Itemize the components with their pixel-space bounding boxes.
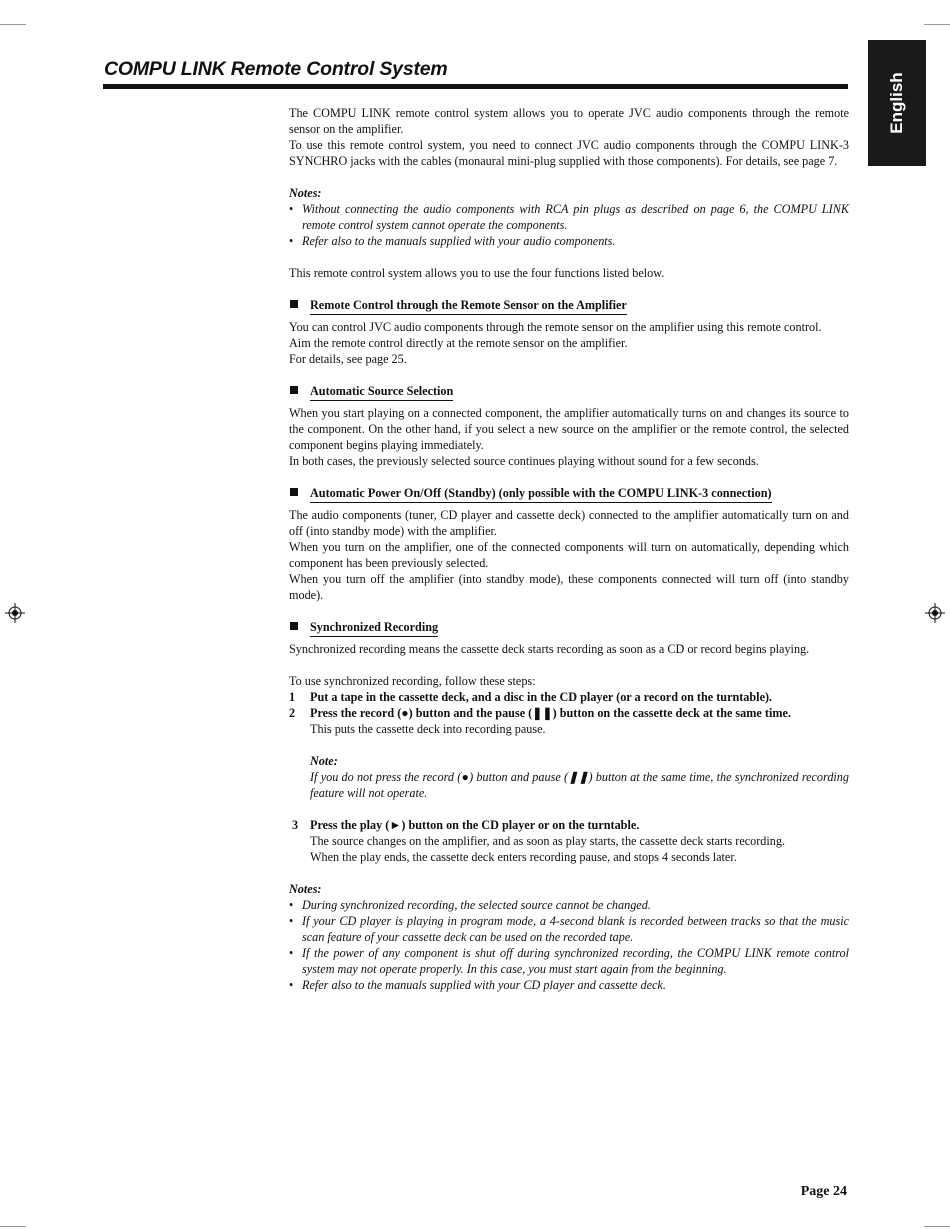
note-text: If the power of any component is shut off during synchronized recording, the COMPU LINK remote control system may not operate properly. In this case, you must start again from the beginning. — [302, 946, 849, 976]
step-detail: The source changes on the amplifier, and as soon as play starts, the cassette deck starts recording. — [310, 834, 786, 848]
crop-mark — [0, 24, 26, 25]
section-heading: Automatic Power On/Off (Standby) (only possible with the COMPU LINK-3 connection) — [289, 485, 849, 503]
step-item — [289, 705, 849, 737]
note-item: • Refer also to the manuals supplied with your audio components. — [289, 233, 849, 249]
crop-mark — [924, 1226, 950, 1227]
intro-paragraph: The COMPU LINK remote control system allows you to operate JVC audio components through the remote sensor on the amplifier. — [289, 106, 849, 136]
note-text: If you do not press the record (●) button and pause (❚❚) button at the same time, the synchronized recording feature will not operate. — [310, 770, 849, 800]
note-text: Without connecting the audio components with RCA pin plugs as described on page 6, the COMPU LINK remote control system cannot operate the components. — [302, 202, 849, 232]
step-text: Press the play (►) button on the CD player or on the turntable. — [310, 818, 640, 832]
title-rule — [103, 84, 848, 89]
step-number: 1 — [289, 690, 296, 704]
step-item — [289, 689, 849, 705]
section-paragraph: When you turn on the amplifier, one of the connected components will turn on automatically, depending which component has been previously selected. — [289, 540, 849, 570]
note-item: • During synchronized recording, the selected source cannot be changed. — [289, 897, 849, 913]
section-paragraph: For details, see page 25. — [289, 352, 407, 366]
note-item: • If the power of any component is shut off during synchronized recording, the COMPU LINK remote control system may not operate properly. In this case, you must start again from the beginning. — [289, 946, 849, 976]
section-heading: Synchronized Recording — [289, 619, 849, 637]
language-tab — [868, 40, 926, 166]
section-paragraph: When you start playing on a connected component, the amplifier automatically turns on and changes its source to the component. On the other hand, if you select a new source on the amplifier or the remote control, the selected component begins playing immediately. — [289, 406, 849, 452]
step-detail: This puts the cassette deck into recording pause. — [310, 722, 546, 736]
section-heading: Remote Control through the Remote Sensor on the Amplifier — [289, 297, 849, 315]
note-heading: Note: — [310, 754, 338, 768]
registration-mark-right — [925, 603, 945, 623]
section-paragraph: Aim the remote control directly at the remote sensor on the amplifier. — [289, 336, 628, 350]
language-label: English — [887, 72, 906, 134]
notes-heading: Notes: — [289, 186, 322, 200]
step-text: Put a tape in the cassette deck, and a disc in the CD player (or a record on the turntable). — [310, 690, 773, 704]
notes-heading: Notes: — [289, 882, 322, 896]
step-number: 2 — [289, 706, 296, 720]
registration-mark-left — [5, 603, 25, 623]
note-item: • If your CD player is playing in program mode, a 4-second blank is recorded between tracks so that the music scan feature of your cassette deck can be used on the recorded tape. — [289, 914, 849, 944]
note-text: Refer also to the manuals supplied with your audio components. — [302, 234, 616, 248]
section-paragraph: You can control JVC audio components through the remote sensor on the amplifier using this remote control. — [289, 320, 822, 334]
note-item: • Without connecting the audio components with RCA pin plugs as described on page 6, the COMPU LINK remote control system cannot operate the components. — [289, 202, 849, 232]
main-content — [289, 105, 849, 993]
note-text: If your CD player is playing in program mode, a 4-second blank is recorded between tracks so that the music scan feature of your cassette deck can be used on the recorded tape. — [302, 914, 849, 944]
note-item: • Refer also to the manuals supplied with your CD player and cassette deck. — [289, 977, 849, 993]
square-bullet-icon — [290, 488, 298, 496]
square-bullet-icon — [290, 386, 298, 394]
section-paragraph: When you turn off the amplifier (into standby mode), these components connected will turn off (into standby mode). — [289, 572, 849, 602]
step-text: Press the record (●) button and the pause (❚❚) button on the cassette deck at the same time. — [310, 706, 791, 720]
section-heading: Automatic Source Selection — [289, 383, 849, 401]
page-number: Page 24 — [800, 1184, 847, 1199]
step-detail: When the play ends, the cassette deck enters recording pause, and stops 4 seconds later. — [310, 850, 737, 864]
functions-intro: This remote control system allows you to use the four functions listed below. — [289, 266, 665, 280]
section-paragraph: The audio components (tuner, CD player and cassette deck) connected to the amplifier automatically turn on and off (into standby mode) with the amplifier. — [289, 508, 849, 538]
step-item — [289, 817, 849, 865]
crop-mark — [924, 24, 950, 25]
note-text: During synchronized recording, the selected source cannot be changed. — [302, 898, 651, 912]
section-paragraph: Synchronized recording means the cassette deck starts recording as soon as a CD or record begins playing. — [289, 642, 810, 656]
step-number: 3 — [292, 818, 299, 832]
steps-intro: To use synchronized recording, follow these steps: — [289, 674, 536, 688]
intro-paragraph: To use this remote control system, you need to connect JVC audio components through the COMPU LINK-3 SYNCHRO jacks with the cables (monaural mini-plug supplied with those components). For details, see page 7. — [289, 138, 849, 168]
crop-mark — [0, 1226, 26, 1227]
square-bullet-icon — [290, 300, 298, 308]
square-bullet-icon — [290, 622, 298, 630]
page-title: COMPU LINK Remote Control System — [104, 58, 448, 80]
section-paragraph: In both cases, the previously selected source continues playing without sound for a few seconds. — [289, 454, 759, 468]
note-text: Refer also to the manuals supplied with your CD player and cassette deck. — [302, 978, 666, 992]
